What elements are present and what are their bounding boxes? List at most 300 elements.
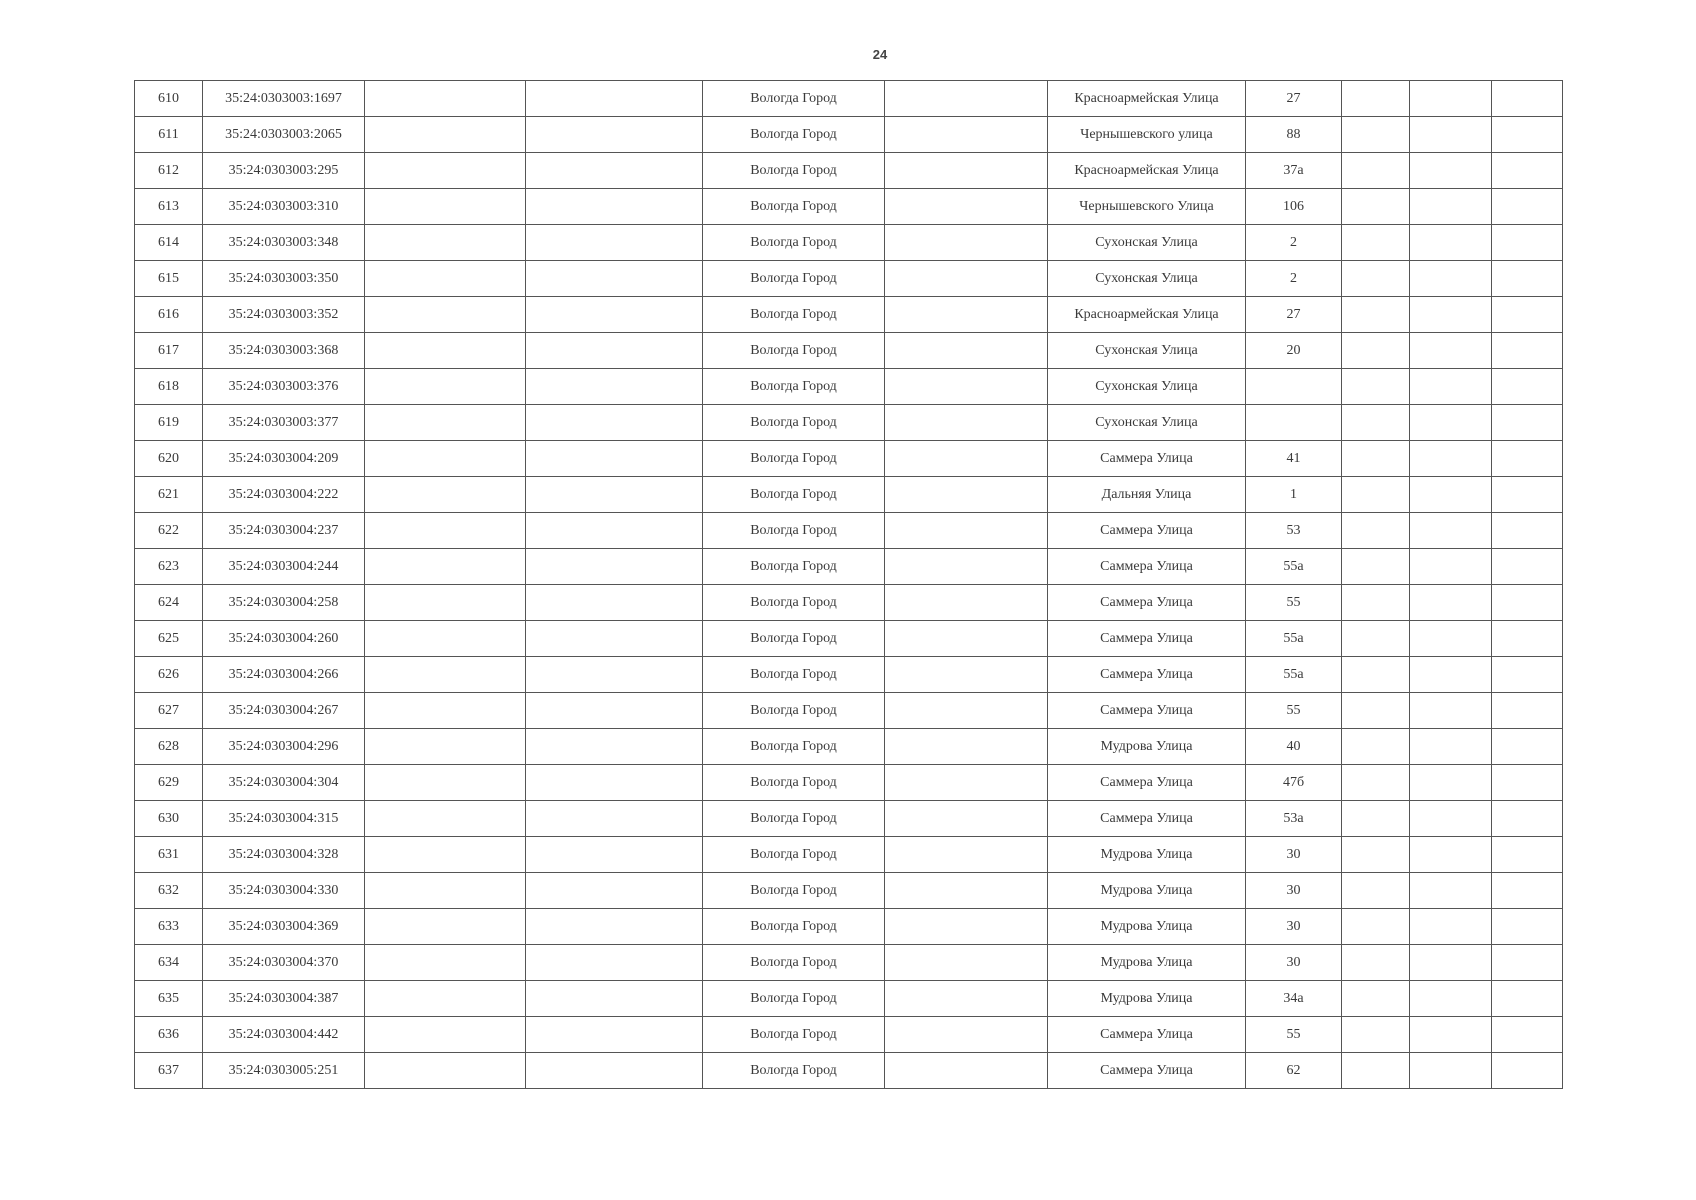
cell-empty <box>1410 261 1492 297</box>
cell-city: Вологда Город <box>703 441 885 477</box>
cell-city: Вологда Город <box>703 981 885 1017</box>
cell-empty <box>1492 405 1563 441</box>
cell-empty <box>1492 117 1563 153</box>
cell-house-number: 27 <box>1246 81 1342 117</box>
cell-city: Вологда Город <box>703 333 885 369</box>
cell-empty <box>1492 477 1563 513</box>
cell-city: Вологда Город <box>703 153 885 189</box>
cell-empty <box>365 1053 526 1089</box>
table-row <box>135 837 1563 873</box>
cell-cadastral-number: 35:24:0303004:330 <box>203 873 365 909</box>
cell-empty <box>365 261 526 297</box>
cell-empty <box>526 837 703 873</box>
cell-city: Вологда Город <box>703 837 885 873</box>
cell-cadastral-number: 35:24:0303003:376 <box>203 369 365 405</box>
cell-street: Саммера Улица <box>1048 585 1246 621</box>
table-row <box>135 261 1563 297</box>
cell-empty <box>1342 369 1410 405</box>
cell-city: Вологда Город <box>703 369 885 405</box>
cell-empty <box>885 801 1048 837</box>
cell-empty <box>1342 837 1410 873</box>
cell-empty <box>365 657 526 693</box>
cell-empty <box>1410 441 1492 477</box>
cell-empty <box>365 945 526 981</box>
cell-house-number: 106 <box>1246 189 1342 225</box>
cell-empty <box>885 945 1048 981</box>
cell-empty <box>1410 513 1492 549</box>
table-row <box>135 477 1563 513</box>
cell-house-number: 55 <box>1246 693 1342 729</box>
cell-empty <box>365 585 526 621</box>
cell-empty <box>1492 189 1563 225</box>
cell-empty <box>526 153 703 189</box>
cell-house-number: 55 <box>1246 585 1342 621</box>
cell-empty <box>1410 657 1492 693</box>
cell-empty <box>1342 81 1410 117</box>
cell-empty <box>365 189 526 225</box>
cell-street: Саммера Улица <box>1048 441 1246 477</box>
cell-empty <box>1492 621 1563 657</box>
cell-empty <box>365 765 526 801</box>
cell-empty <box>365 117 526 153</box>
table-row <box>135 405 1563 441</box>
cell-empty <box>885 225 1048 261</box>
cell-empty <box>526 477 703 513</box>
cell-empty <box>1342 729 1410 765</box>
cell-city: Вологда Город <box>703 549 885 585</box>
cell-empty <box>885 405 1048 441</box>
cell-empty <box>885 1053 1048 1089</box>
table-row <box>135 873 1563 909</box>
table-row <box>135 693 1563 729</box>
cell-city: Вологда Город <box>703 1017 885 1053</box>
cell-street: Сухонская Улица <box>1048 369 1246 405</box>
cell-cadastral-number: 35:24:0303003:352 <box>203 297 365 333</box>
cell-empty <box>526 657 703 693</box>
cell-row-number: 629 <box>135 765 203 801</box>
cell-cadastral-number: 35:24:0303004:209 <box>203 441 365 477</box>
cell-empty <box>885 153 1048 189</box>
cell-empty <box>1342 981 1410 1017</box>
cell-empty <box>1342 1053 1410 1089</box>
cell-city: Вологда Город <box>703 585 885 621</box>
cell-cadastral-number: 35:24:0303003:1697 <box>203 81 365 117</box>
cell-empty <box>1410 837 1492 873</box>
cell-row-number: 619 <box>135 405 203 441</box>
cell-empty <box>1410 585 1492 621</box>
cell-empty <box>1342 261 1410 297</box>
cell-city: Вологда Город <box>703 657 885 693</box>
cell-empty <box>365 873 526 909</box>
cell-house-number: 41 <box>1246 441 1342 477</box>
table-row <box>135 513 1563 549</box>
cell-empty <box>885 909 1048 945</box>
cell-empty <box>885 297 1048 333</box>
cell-street: Сухонская Улица <box>1048 261 1246 297</box>
cell-empty <box>526 81 703 117</box>
cell-empty <box>365 837 526 873</box>
cell-empty <box>365 369 526 405</box>
cell-street: Саммера Улица <box>1048 801 1246 837</box>
cell-city: Вологда Город <box>703 81 885 117</box>
cell-empty <box>526 945 703 981</box>
cell-empty <box>885 621 1048 657</box>
cell-house-number: 30 <box>1246 909 1342 945</box>
cell-empty <box>1410 549 1492 585</box>
cell-empty <box>885 81 1048 117</box>
cell-empty <box>1492 441 1563 477</box>
cell-cadastral-number: 35:24:0303004:328 <box>203 837 365 873</box>
cell-city: Вологда Город <box>703 117 885 153</box>
cell-empty <box>526 117 703 153</box>
cell-cadastral-number: 35:24:0303003:310 <box>203 189 365 225</box>
table-row <box>135 657 1563 693</box>
table-row <box>135 585 1563 621</box>
cell-empty <box>885 1017 1048 1053</box>
cell-empty <box>1410 945 1492 981</box>
cell-street: Красноармейская Улица <box>1048 81 1246 117</box>
cell-empty <box>365 153 526 189</box>
cell-cadastral-number: 35:24:0303004:266 <box>203 657 365 693</box>
cell-empty <box>526 873 703 909</box>
cell-row-number: 628 <box>135 729 203 765</box>
cell-cadastral-number: 35:24:0303005:251 <box>203 1053 365 1089</box>
cell-empty <box>365 297 526 333</box>
cell-empty <box>1410 693 1492 729</box>
cell-empty <box>885 369 1048 405</box>
cell-empty <box>885 693 1048 729</box>
cell-row-number: 621 <box>135 477 203 513</box>
cell-empty <box>526 801 703 837</box>
table-row <box>135 117 1563 153</box>
cell-cadastral-number: 35:24:0303004:370 <box>203 945 365 981</box>
cell-cadastral-number: 35:24:0303004:260 <box>203 621 365 657</box>
cell-house-number: 2 <box>1246 225 1342 261</box>
records-table <box>134 80 1563 1089</box>
cell-city: Вологда Город <box>703 513 885 549</box>
cell-city: Вологда Город <box>703 729 885 765</box>
cell-empty <box>1492 369 1563 405</box>
cell-city: Вологда Город <box>703 693 885 729</box>
cell-empty <box>365 801 526 837</box>
cell-empty <box>1492 297 1563 333</box>
cell-empty <box>1410 621 1492 657</box>
cell-row-number: 613 <box>135 189 203 225</box>
cell-empty <box>1492 225 1563 261</box>
cell-empty <box>1410 981 1492 1017</box>
table-row <box>135 1017 1563 1053</box>
cell-empty <box>365 513 526 549</box>
cell-empty <box>1342 189 1410 225</box>
cell-cadastral-number: 35:24:0303003:348 <box>203 225 365 261</box>
cell-empty <box>1492 153 1563 189</box>
cell-empty <box>365 909 526 945</box>
cell-city: Вологда Город <box>703 261 885 297</box>
cell-empty <box>365 81 526 117</box>
cell-cadastral-number: 35:24:0303004:442 <box>203 1017 365 1053</box>
cell-city: Вологда Город <box>703 225 885 261</box>
cell-street: Сухонская Улица <box>1048 333 1246 369</box>
cell-cadastral-number: 35:24:0303004:244 <box>203 549 365 585</box>
cell-street: Саммера Улица <box>1048 765 1246 801</box>
cell-empty <box>1342 873 1410 909</box>
cell-empty <box>1410 477 1492 513</box>
cell-row-number: 626 <box>135 657 203 693</box>
cell-cadastral-number: 35:24:0303003:350 <box>203 261 365 297</box>
cell-row-number: 611 <box>135 117 203 153</box>
cell-cadastral-number: 35:24:0303004:369 <box>203 909 365 945</box>
cell-empty <box>1342 765 1410 801</box>
cell-row-number: 615 <box>135 261 203 297</box>
cell-empty <box>1410 729 1492 765</box>
cell-row-number: 610 <box>135 81 203 117</box>
cell-empty <box>526 765 703 801</box>
cell-house-number: 88 <box>1246 117 1342 153</box>
table-row <box>135 153 1563 189</box>
cell-street: Мудрова Улица <box>1048 981 1246 1017</box>
cell-empty <box>526 549 703 585</box>
cell-empty <box>1342 297 1410 333</box>
cell-city: Вологда Город <box>703 801 885 837</box>
cell-empty <box>885 585 1048 621</box>
cell-empty <box>526 909 703 945</box>
cell-row-number: 614 <box>135 225 203 261</box>
cell-empty <box>1342 477 1410 513</box>
cell-empty <box>1492 1017 1563 1053</box>
cell-empty <box>1342 945 1410 981</box>
cell-house-number <box>1246 369 1342 405</box>
cell-row-number: 622 <box>135 513 203 549</box>
cell-cadastral-number: 35:24:0303003:2065 <box>203 117 365 153</box>
cell-city: Вологда Город <box>703 405 885 441</box>
page-number: 24 <box>872 47 888 62</box>
table-row <box>135 549 1563 585</box>
table-row <box>135 81 1563 117</box>
cell-empty <box>1492 909 1563 945</box>
table-row <box>135 225 1563 261</box>
cell-city: Вологда Город <box>703 297 885 333</box>
cell-street: Саммера Улица <box>1048 1017 1246 1053</box>
cell-empty <box>1492 81 1563 117</box>
cell-empty <box>1342 549 1410 585</box>
cell-empty <box>885 441 1048 477</box>
cell-house-number: 34а <box>1246 981 1342 1017</box>
cell-house-number: 55а <box>1246 621 1342 657</box>
cell-empty <box>1342 117 1410 153</box>
cell-house-number: 20 <box>1246 333 1342 369</box>
cell-house-number: 37а <box>1246 153 1342 189</box>
cell-house-number <box>1246 405 1342 441</box>
cell-empty <box>1342 585 1410 621</box>
cell-row-number: 625 <box>135 621 203 657</box>
table-row <box>135 369 1563 405</box>
table-row <box>135 297 1563 333</box>
cell-empty <box>1342 153 1410 189</box>
cell-empty <box>365 405 526 441</box>
cell-empty <box>885 189 1048 225</box>
cell-empty <box>365 477 526 513</box>
cell-empty <box>1492 765 1563 801</box>
cell-empty <box>526 189 703 225</box>
cell-empty <box>1342 333 1410 369</box>
cell-empty <box>365 225 526 261</box>
cell-empty <box>885 333 1048 369</box>
cell-house-number: 2 <box>1246 261 1342 297</box>
cell-empty <box>526 1017 703 1053</box>
cell-row-number: 620 <box>135 441 203 477</box>
table-row <box>135 1053 1563 1089</box>
cell-empty <box>365 333 526 369</box>
cell-empty <box>1492 801 1563 837</box>
cell-empty <box>526 729 703 765</box>
table-row <box>135 981 1563 1017</box>
cell-empty <box>1342 801 1410 837</box>
cell-empty <box>365 729 526 765</box>
cell-cadastral-number: 35:24:0303004:315 <box>203 801 365 837</box>
cell-house-number: 55а <box>1246 549 1342 585</box>
cell-empty <box>526 981 703 1017</box>
cell-house-number: 47б <box>1246 765 1342 801</box>
cell-cadastral-number: 35:24:0303004:237 <box>203 513 365 549</box>
cell-city: Вологда Город <box>703 189 885 225</box>
cell-city: Вологда Город <box>703 1053 885 1089</box>
cell-empty <box>1492 657 1563 693</box>
cell-empty <box>1492 513 1563 549</box>
cell-empty <box>365 441 526 477</box>
cell-empty <box>526 513 703 549</box>
cell-empty <box>885 873 1048 909</box>
cell-cadastral-number: 35:24:0303004:304 <box>203 765 365 801</box>
cell-street: Мудрова Улица <box>1048 837 1246 873</box>
cell-empty <box>1410 189 1492 225</box>
cell-empty <box>1410 1053 1492 1089</box>
cell-empty <box>1410 225 1492 261</box>
cell-street: Красноармейская Улица <box>1048 297 1246 333</box>
table-row <box>135 801 1563 837</box>
cell-row-number: 624 <box>135 585 203 621</box>
cell-empty <box>526 261 703 297</box>
cell-empty <box>1492 693 1563 729</box>
cell-empty <box>526 621 703 657</box>
cell-empty <box>526 333 703 369</box>
cell-empty <box>1342 513 1410 549</box>
cell-house-number: 55а <box>1246 657 1342 693</box>
cell-empty <box>526 225 703 261</box>
cell-empty <box>1342 909 1410 945</box>
cell-empty <box>1342 621 1410 657</box>
cell-cadastral-number: 35:24:0303003:295 <box>203 153 365 189</box>
cell-row-number: 635 <box>135 981 203 1017</box>
cell-empty <box>1342 441 1410 477</box>
cell-row-number: 623 <box>135 549 203 585</box>
cell-row-number: 636 <box>135 1017 203 1053</box>
table-row <box>135 621 1563 657</box>
cell-empty <box>526 441 703 477</box>
cell-empty <box>1410 297 1492 333</box>
cell-row-number: 630 <box>135 801 203 837</box>
cell-empty <box>1410 153 1492 189</box>
cell-empty <box>526 1053 703 1089</box>
cell-empty <box>1492 1053 1563 1089</box>
cell-street: Сухонская Улица <box>1048 405 1246 441</box>
cell-street: Мудрова Улица <box>1048 909 1246 945</box>
table-row <box>135 441 1563 477</box>
cell-empty <box>1492 585 1563 621</box>
cell-city: Вологда Город <box>703 945 885 981</box>
table-row <box>135 765 1563 801</box>
cell-empty <box>885 837 1048 873</box>
cell-cadastral-number: 35:24:0303003:377 <box>203 405 365 441</box>
cell-empty <box>1492 549 1563 585</box>
table-row <box>135 189 1563 225</box>
cell-empty <box>1492 261 1563 297</box>
cell-street: Саммера Улица <box>1048 657 1246 693</box>
cell-empty <box>365 621 526 657</box>
cell-empty <box>885 477 1048 513</box>
cell-empty <box>365 1017 526 1053</box>
cell-empty <box>526 585 703 621</box>
cell-street: Дальняя Улица <box>1048 477 1246 513</box>
cell-street: Мудрова Улица <box>1048 945 1246 981</box>
cell-row-number: 633 <box>135 909 203 945</box>
cell-street: Мудрова Улица <box>1048 873 1246 909</box>
cell-row-number: 627 <box>135 693 203 729</box>
cell-empty <box>1410 117 1492 153</box>
cell-house-number: 62 <box>1246 1053 1342 1089</box>
cell-empty <box>1410 1017 1492 1053</box>
cell-empty <box>885 549 1048 585</box>
cell-city: Вологда Город <box>703 765 885 801</box>
cell-row-number: 632 <box>135 873 203 909</box>
cell-street: Сухонская Улица <box>1048 225 1246 261</box>
cell-street: Чернышевского улица <box>1048 117 1246 153</box>
cell-cadastral-number: 35:24:0303003:368 <box>203 333 365 369</box>
cell-house-number: 27 <box>1246 297 1342 333</box>
cell-street: Саммера Улица <box>1048 621 1246 657</box>
cell-empty <box>1492 729 1563 765</box>
cell-city: Вологда Город <box>703 873 885 909</box>
cell-row-number: 617 <box>135 333 203 369</box>
cell-street: Красноармейская Улица <box>1048 153 1246 189</box>
cell-empty <box>1492 873 1563 909</box>
cell-street: Саммера Улица <box>1048 549 1246 585</box>
cell-empty <box>885 261 1048 297</box>
cell-empty <box>1410 909 1492 945</box>
cell-empty <box>1410 873 1492 909</box>
table-row <box>135 945 1563 981</box>
cell-row-number: 618 <box>135 369 203 405</box>
cell-street: Саммера Улица <box>1048 513 1246 549</box>
cell-empty <box>885 765 1048 801</box>
cell-row-number: 616 <box>135 297 203 333</box>
cell-row-number: 612 <box>135 153 203 189</box>
table-row <box>135 729 1563 765</box>
cell-empty <box>526 297 703 333</box>
cell-city: Вологда Город <box>703 909 885 945</box>
cell-house-number: 53 <box>1246 513 1342 549</box>
cell-house-number: 30 <box>1246 837 1342 873</box>
cell-house-number: 40 <box>1246 729 1342 765</box>
cell-empty <box>526 369 703 405</box>
cell-street: Мудрова Улица <box>1048 729 1246 765</box>
cell-cadastral-number: 35:24:0303004:258 <box>203 585 365 621</box>
cell-empty <box>1410 801 1492 837</box>
cell-empty <box>1342 225 1410 261</box>
cell-empty <box>1410 369 1492 405</box>
cell-empty <box>885 657 1048 693</box>
cell-empty <box>1492 945 1563 981</box>
cell-row-number: 637 <box>135 1053 203 1089</box>
